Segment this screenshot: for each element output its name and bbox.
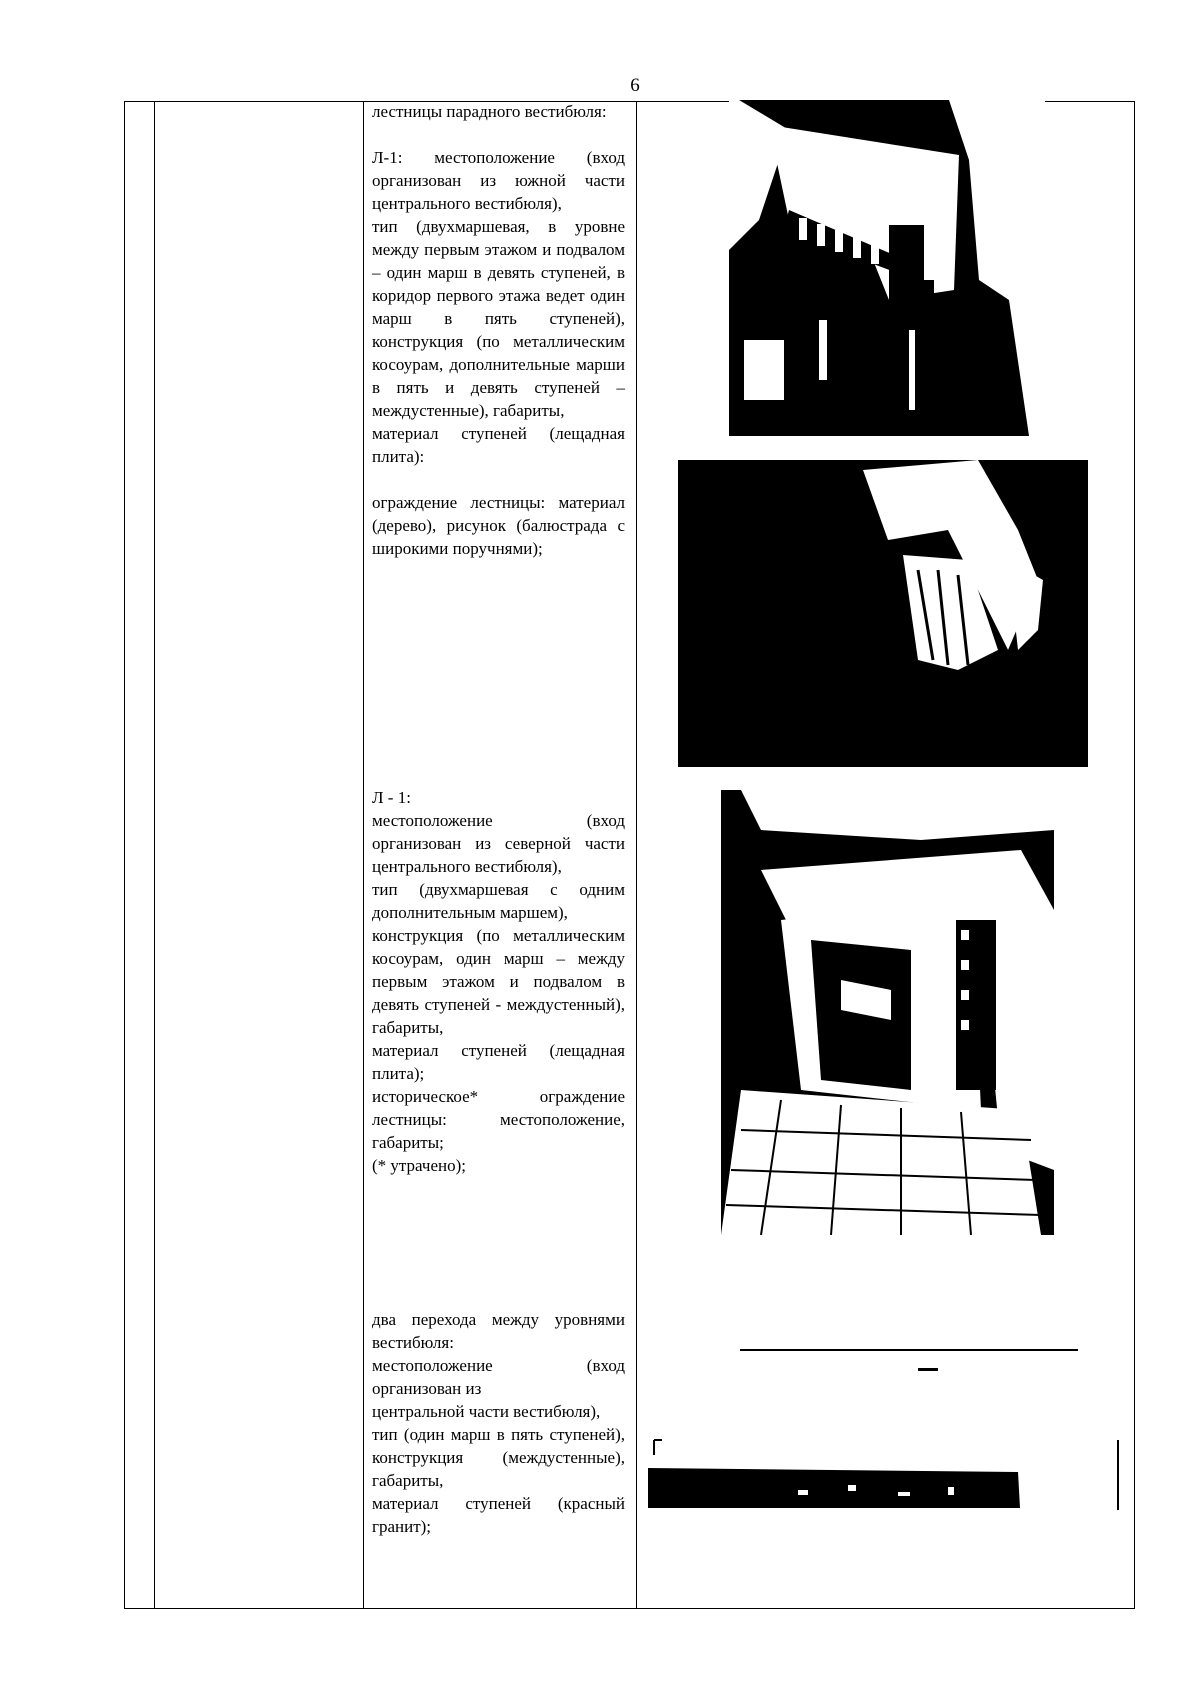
column-divider-3 bbox=[636, 102, 637, 1608]
text-line: (* утрачено); bbox=[372, 1156, 466, 1175]
photo-staircase-north bbox=[721, 790, 1054, 1235]
text-line: Л - 1: bbox=[372, 788, 411, 807]
spacer bbox=[372, 123, 625, 146]
text-block-staircase-south bbox=[372, 100, 625, 560]
text-block-staircase-north bbox=[372, 786, 625, 1177]
text-line: местоположение (вход организован из северной части центрального вестибюля), bbox=[372, 811, 625, 876]
text-line: местоположение (вход организован из bbox=[372, 1356, 625, 1398]
text-line: тип (двухмаршевая, в уровне между первым этажом и подвалом – один марш в девять ступеней, в коридор первого этажа ведет один марш в пять ступеней), конструкция (по металлическим косоурам, дополнительные марши в пять и девять ступеней – междустенные), габариты, bbox=[372, 217, 625, 420]
text-line: Л-1: местоположение (вход организован из южной части центрального вестибюля), bbox=[372, 148, 625, 213]
photo-stairwell-ceiling bbox=[678, 460, 1088, 767]
text-line: конструкция (по металлическим косоурам, один марш – между первым этажом и подвалом в девять ступеней - междустенный), габариты, bbox=[372, 926, 625, 1037]
text-line: два перехода между уровнями вестибюля: bbox=[372, 1310, 625, 1352]
page-number: 6 bbox=[630, 75, 640, 96]
photo-staircase-balustrade bbox=[729, 100, 1045, 436]
column-divider-2 bbox=[363, 102, 364, 1608]
text-line: материал ступеней (лещадная плита); bbox=[372, 1041, 625, 1083]
text-line: материал ступеней (красный гранит); bbox=[372, 1494, 625, 1536]
text-line: ограждение лестницы: материал (дерево), рисунок (балюстрада с широкими поручнями); bbox=[372, 493, 625, 558]
text-line: тип (двухмаршевая с одним дополнительным маршем), bbox=[372, 880, 625, 922]
text-line: лестницы парадного вестибюля: bbox=[372, 102, 607, 121]
text-line: тип (один марш в пять ступеней), конструкция (междустенные), габариты, bbox=[372, 1425, 625, 1490]
column-divider-1 bbox=[154, 102, 155, 1608]
text-line: историческое* ограждение лестницы: местоположение, габариты; bbox=[372, 1087, 625, 1152]
text-block-transitions bbox=[372, 1308, 625, 1538]
spacer bbox=[372, 468, 625, 491]
text-line: материал ступеней (лещадная плита): bbox=[372, 424, 625, 466]
photo-level-transition bbox=[648, 1340, 1130, 1520]
text-line: центральной части вестибюля), bbox=[372, 1402, 601, 1421]
